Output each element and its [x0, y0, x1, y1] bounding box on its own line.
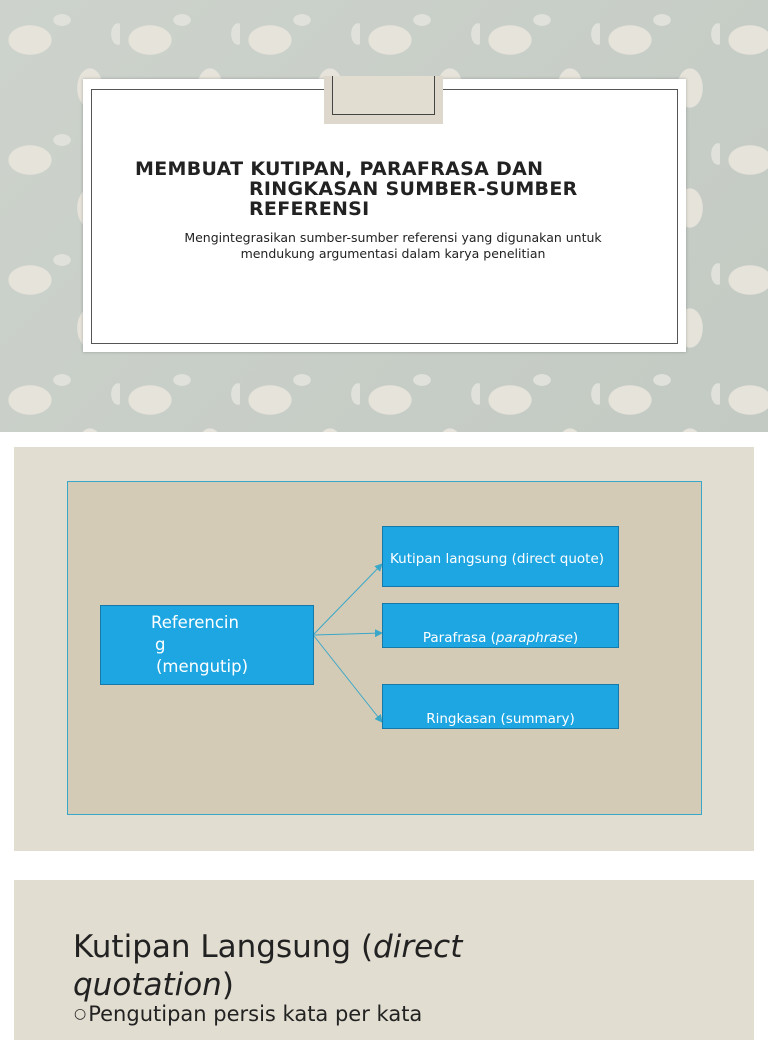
parafrasa-label-italic: paraphrase — [495, 630, 573, 646]
referencing-node-line-3: (mengutip) — [156, 657, 249, 676]
parafrasa-node — [382, 603, 619, 648]
heading-start: Kutipan Langsung ( — [73, 929, 374, 965]
slide-subtitle — [153, 230, 633, 262]
referencing-node-line-2: g — [155, 635, 166, 654]
ringkasan-label: Ringkasan (summary) — [426, 711, 575, 727]
kutipan-langsung-node — [382, 526, 619, 587]
heading-italic: direct quotation — [73, 929, 463, 1003]
connector-to-parafrasa — [314, 633, 382, 635]
title-slide — [0, 0, 768, 432]
subtitle-line-1: Mengintegrasikan sumber-sumber referensi yang digunakan untuk — [184, 230, 602, 245]
bullet-text: Pengutipan persis kata per kata — [88, 1002, 423, 1026]
decorative-tab-inner — [332, 76, 435, 115]
subtitle-line-2: mendukung argumentasi dalam karya penelitian — [240, 246, 546, 261]
referencing-diagram — [67, 481, 702, 815]
heading-end: ) — [221, 967, 234, 1003]
kutipan-langsung-label: Kutipan langsung (direct quote) — [390, 551, 605, 567]
connector-to-kutipan — [314, 564, 382, 634]
referencing-node-line-1: Referencin — [151, 613, 239, 632]
bullet-marker: ○ — [74, 1006, 87, 1022]
parafrasa-label-end: ) — [572, 630, 579, 646]
slide-title — [135, 159, 675, 219]
ringkasan-node — [382, 684, 619, 729]
title-card — [83, 79, 686, 352]
title-line-1: MEMBUAT KUTIPAN, PARAFRASA DAN — [135, 158, 544, 180]
parafrasa-label-start: Parafrasa ( — [422, 630, 496, 646]
decorative-tab — [324, 76, 443, 124]
title-line-2: RINGKASAN SUMBER-SUMBER — [249, 178, 578, 200]
kutipan-slide — [14, 880, 754, 1040]
diagram-slide — [14, 447, 754, 851]
title-line-3: REFERENSI — [249, 198, 370, 220]
kutipan-heading — [73, 928, 553, 1004]
referencing-node — [100, 605, 314, 685]
connector-to-ringkasan — [314, 636, 382, 722]
